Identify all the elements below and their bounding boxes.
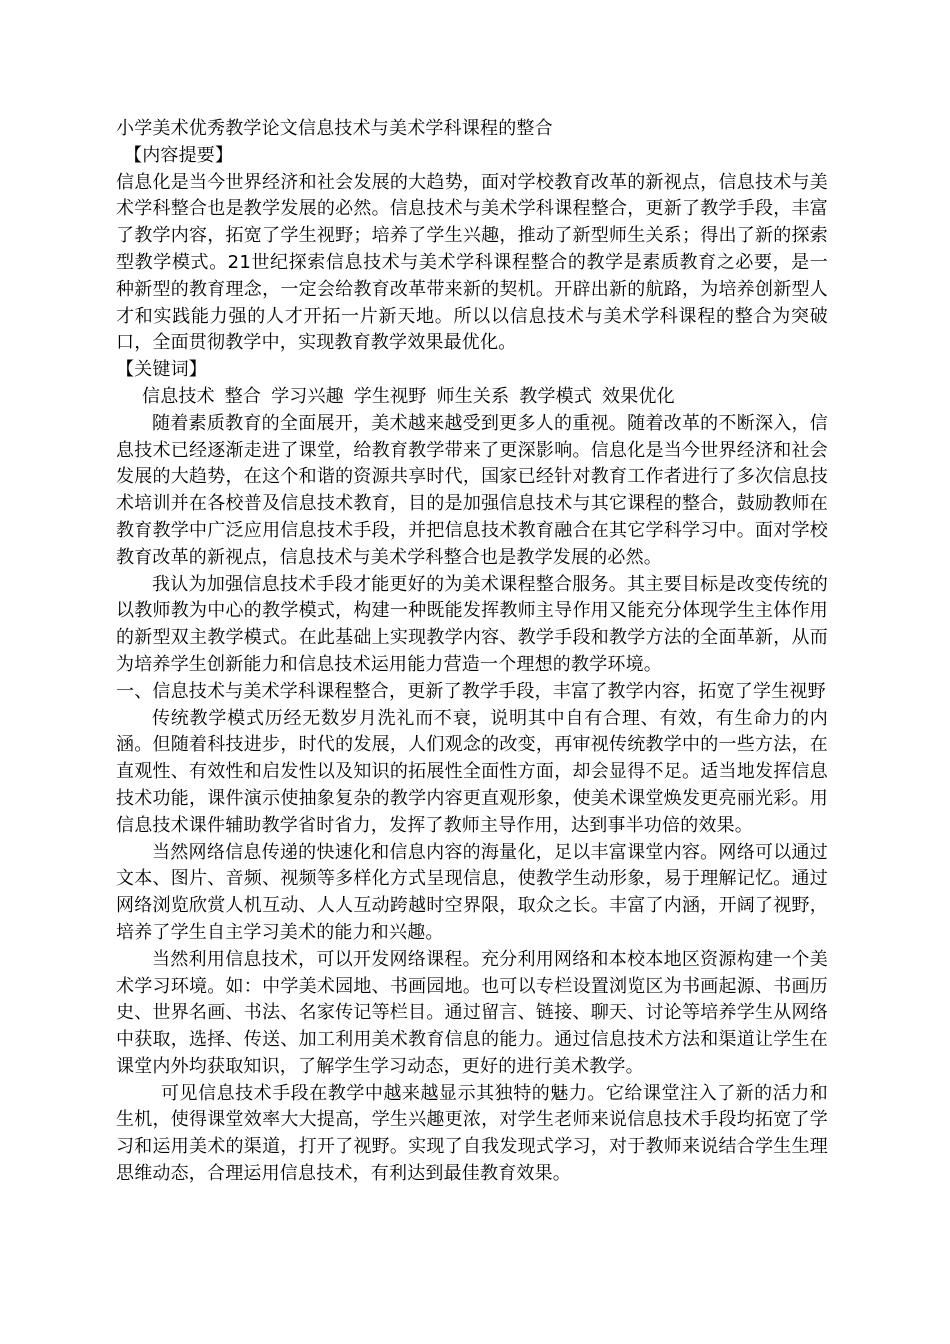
section-paragraph: 可见信息技术手段在教学中越来越显示其独特的魅力。它给课堂注入了新的活力和生机，使得课堂效率大大提高，学生兴趣更浓，对学生老师来说信息技术手段均拓宽了学习和运用美术的渠道，打开了视野。实现了自我发现式学习，对于教师来说结合学生生理思维动态，合理运用信息技术，有利达到最佳教育效果。 [116,1082,828,1185]
keyword: 整合 [224,385,262,407]
section-paragraph: 传统教学模式历经无数岁月洗礼而不衰，说明其中自有合理、有效，有生命力的内涵。但随着科技进步，时代的发展，人们观念的改变，再审视传统教学中的一些方法，在直观性、有效性和启发性以及知识的拓展性全面性方面，却会显得不足。适当地发挥信息技术功能，课件演示使抽象复杂的教学内容更直观形象，使美术课堂焕发更亮丽光彩。用信息技术课件辅助教学省时省力，发挥了教师主导作用，达到事半功倍的效果。 [116,707,828,836]
keyword: 教学模式 [519,385,593,407]
keyword: 师生关系 [436,385,510,407]
section-paragraph: 当然利用信息技术，可以开发网络课程。充分利用网络和本校本地区资源构建一个美术学习环境。如：中学美术园地、书画园地。也可以专栏设置浏览区为书画起源、书画历史、世界名画、书法、名家传记等栏目。通过留言、链接、聊天、讨论等培养学生从网络中获取，选择、传送、加工利用美术教育信息的能力。通过信息技术方法和渠道让学生在课堂内外均获取知识，了解学生学习动态，更好的进行美术教学。 [116,948,828,1077]
section-paragraph: 当然网络信息传递的快速化和信息内容的海量化，足以丰富课堂内容。网络可以通过文本、图片、音频、视频等多样化方式呈现信息，使教学生动形象，易于理解记忆。通过网络浏览欣赏人机互动、人人互动跨越时空界限，取众之长。丰富了内涵，开阔了视野，培养了学生自主学习美术的能力和兴趣。 [116,841,828,943]
body-paragraph: 随着素质教育的全面展开，美术越来越受到更多人的重视。随着改革的不断深入，信息技术已经逐渐走进了课堂，给教育教学带来了更深影响。信息化是当今世界经济和社会发展的大趋势，在这个和谐的资源共享时代，国家已经针对教育工作者进行了多次信息技术培训并在各校普及信息技术教育，目的是加强信息技术与其它课程的整合，鼓励教师在教育教学中广泛应用信息技术手段，并把信息技术教育融合在其它学科学习中。面对学校教育改革的新视点，信息技术与美术学科整合也是教学发展的必然。 [116,412,828,568]
body-paragraph: 我认为加强信息技术手段才能更好的为美术课程整合服务。其主要目标是改变传统的以教师教为中心的教学模式，构建一种既能发挥教师主导作用又能充分体现学生主体作用的新型双主教学模式。在此基础上实现教学内容、教学手段和教学方法的全面革新，从而为培养学生创新能力和信息技术运用能力营造一个理想的教学环境。 [116,573,828,675]
keyword: 学生视野 [353,385,427,407]
document-title: 小学美术优秀教学论文信息技术与美术学科课程的整合 [116,118,553,139]
keyword: 效果优化 [602,385,675,407]
keywords-list [116,384,828,411]
section-heading: 一、信息技术与美术学科课程整合，更新了教学手段，丰富了教学内容，拓宽了学生视野 [116,680,826,702]
document-page [116,116,828,1188]
abstract-text: 信息化是当今世界经济和社会发展的大趋势，面对学校教育改革的新视点，信息技术与美术学科整合也是教学发展的必然。信息技术与美术学科课程整合，更新了教学手段，丰富了教学内容，拓宽了学生视野；培养了学生兴趣，推动了新型师生关系；得出了新的探索型教学模式。21世纪探索信息技术与美术学科课程整合的教学是素质教育之必要，是一种新型的教育理念，一定会给教育改革带来新的契机。开辟出新的航路，为培养创新型人才和实践能力强的人才开拓一片新天地。所以以信息技术与美术学科课程的整合为突破口，全面贯彻教学中，实现教育教学效果最优化。 [116,171,828,354]
keyword: 信息技术 [142,385,215,407]
abstract-heading: 【内容提要】 [124,144,234,166]
keywords-heading: 【关键词】 [116,359,207,381]
keyword: 学习兴趣 [271,385,344,407]
